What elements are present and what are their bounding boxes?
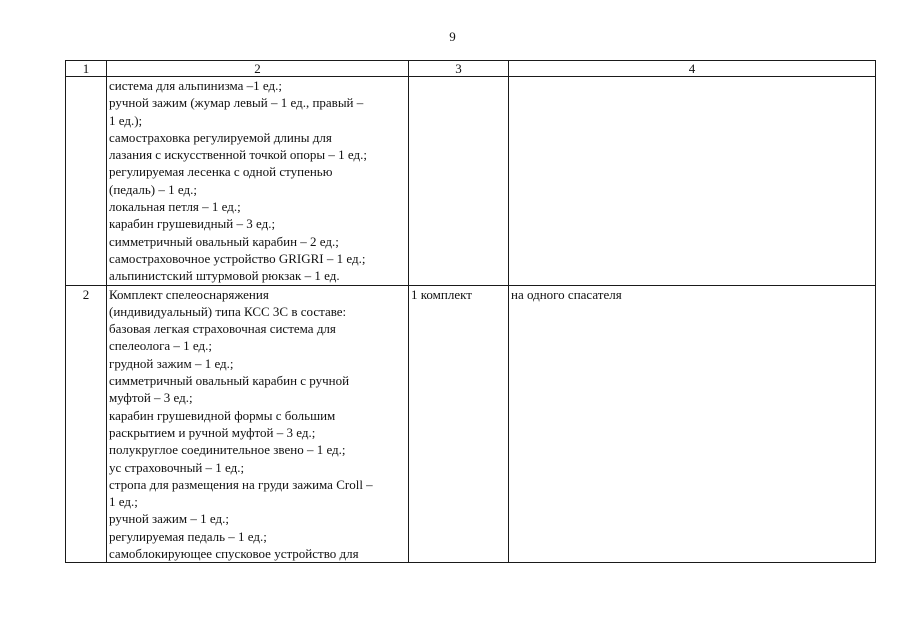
- list-item: лазания с искусственной точкой опоры – 1 ед.;: [109, 147, 367, 163]
- list-item: 1 ед.;: [109, 494, 138, 510]
- list-item: самостраховка регулируемой длины для: [109, 129, 332, 145]
- list-item: ус страховочный – 1 ед.;: [109, 459, 245, 475]
- list-item: ручной зажим – 1 ед.;: [109, 511, 229, 527]
- list-item: регулируемая лесенка с одной ступенью: [109, 164, 333, 180]
- list-item: раскрытием и ручной муфтой – 3 ед.;: [109, 424, 316, 440]
- note-cell: на одного спасателя: [509, 285, 876, 563]
- equipment-list-cell: [107, 77, 409, 286]
- list-item: альпинистский штурмовой рюкзак – 1 ед.: [109, 268, 340, 284]
- list-item: грудной зажим – 1 ед.;: [109, 355, 234, 371]
- list-item: симметричный овальный карабин с ручной: [109, 373, 350, 389]
- list-item: система для альпинизма –1 ед.;: [109, 78, 282, 93]
- table-row: [66, 285, 876, 563]
- list-item: регулируемая педаль – 1 ед.;: [109, 528, 267, 544]
- list-item: муфтой – 3 ед.;: [109, 390, 193, 406]
- equipment-table: [65, 60, 876, 563]
- row-number-cell: [66, 77, 107, 286]
- column-header-2: 2: [107, 61, 409, 77]
- list-item: спелеолога – 1 ед.;: [109, 338, 212, 354]
- row-number-cell: 2: [66, 285, 107, 563]
- list-item: карабин грушевидной формы с большим: [109, 407, 336, 423]
- list-item: самостраховочное устройство GRIGRI – 1 ед.;: [109, 250, 366, 266]
- quantity-cell: [409, 77, 509, 286]
- note-cell: [509, 77, 876, 286]
- equipment-list-cell: [107, 285, 409, 563]
- list-item: стропа для размещения на груди зажима Croll –: [109, 476, 373, 492]
- quantity-cell: 1 комплект: [409, 285, 509, 563]
- list-item: (педаль) – 1 ед.;: [109, 181, 197, 197]
- list-item: (индивидуальный) типа КСС 3С в составе:: [109, 303, 347, 319]
- list-item: Комплект спелеоснаряжения: [109, 286, 269, 302]
- list-item: симметричный овальный карабин – 2 ед.;: [109, 233, 339, 249]
- list-item: самоблокирующее спусковое устройство для: [109, 546, 359, 562]
- column-header-3: 3: [409, 61, 509, 77]
- list-item: карабин грушевидный – 3 ед.;: [109, 216, 276, 232]
- column-header-1: 1: [66, 61, 107, 77]
- column-header-4: 4: [509, 61, 876, 77]
- list-item: базовая легкая страховочная система для: [109, 321, 336, 337]
- list-item: 1 ед.);: [109, 112, 143, 128]
- table-row: [66, 77, 876, 286]
- list-item: локальная петля – 1 ед.;: [109, 199, 241, 215]
- list-item: полукруглое соединительное звено – 1 ед.;: [109, 442, 346, 458]
- page-number: 9: [449, 29, 456, 44]
- list-item: ручной зажим (жумар левый – 1 ед., правый –: [109, 95, 364, 111]
- table-header-row: [66, 61, 876, 77]
